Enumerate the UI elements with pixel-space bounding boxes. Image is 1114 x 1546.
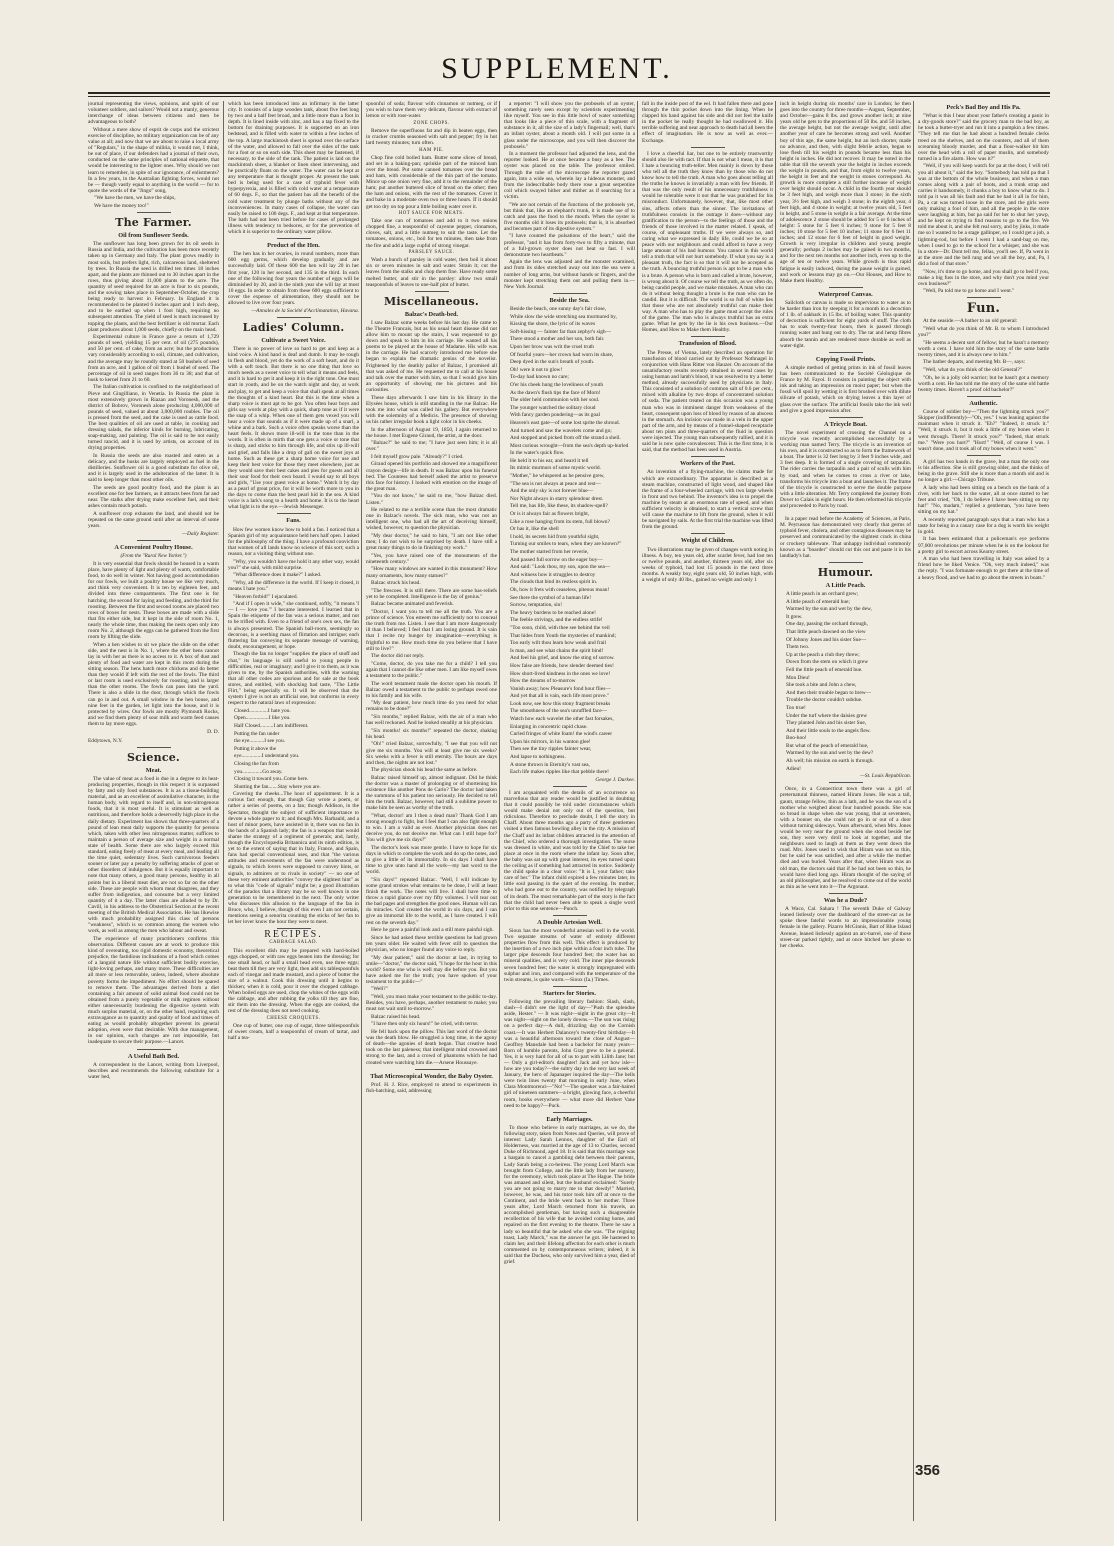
article-title: Waterproof Canvas. — [818, 290, 873, 298]
article-paragraph: A girl has two hands in the grave, but a man the only one is his affection. She is still growing older, and she thinks of being in the grave. Still she is more than a month old and is no longer a girl.—Chicago Tribune. — [918, 458, 1049, 484]
article-title: Was he a Dude? — [823, 896, 868, 904]
verse-line: Most curious wrought—from the sea's depth up-hurled — [510, 442, 629, 449]
fan-code-line: Closed..............I hate you. — [234, 707, 291, 714]
article-paragraph: "Six months! six months!" repeated the doctor, shaking his head. — [366, 727, 497, 740]
article-title: A Double Artesian Well. — [537, 918, 602, 926]
recipe-title: CABBAGE SALAD. — [269, 940, 318, 946]
verse-line: With fancy garden pondering—as its goal — [510, 412, 601, 419]
verse-line: Of fearful years—her crown had worn its share, — [510, 351, 614, 358]
article-paragraph: The value of meat as a food is due in a degree to its heat-producing properties, though in this respect it is surpassed by fatty and oily food substances. It is as a tissue-building material, and as an excellent of assimilative character, in the human body, with regard to itself and, in non-nitrogenous foods, that it is most useful. It is stimulant as well as nutritious, and therefore holds a deservedly high place in the daily dietary. Experiment has shown that three-quarters of a pound of lean meat daily supports the quantity for persons which, taken with other less nitrogenous matter, suffices to maintain a person of average size and weight in a normal state of health. Some there are who largely exceed this standard, eating freely of meat at every meal, and leading all the time quiet, sedentary lives. Such carnivorous feeders sooner or later pay a penalty by suffering attacks of gout or other disorders of indulgence. But it is equally important to note that many others, a good many persons, healthy in all points but in a liberal meat diet, are not so far on the other side. These are people with whom meat disagrees, and they suffer from indigestion, and consume but a very limited quantity of it a day. The latter class are alluded to by Dr. Cavill, in his address to the Obstetrical Section at the recent meeting of the British Medical Association. He has likewise with much probability assigned this class of persons "weakness", which is so common among the women who work, as well as among the men who labour and sweat. — [88, 775, 219, 935]
column-rule — [499, 101, 500, 1521]
verse-line: Deep dyed in the sun's breath of youth. — [510, 359, 595, 366]
article-paragraph: Without a mere show of esprit de corps and the strictest exercise of discipline, no military organization can be of any value at all; and now that we are about to raise a local army of "Regulars," in the shape of militia, it would not, I think, be out of place, if our defenders had a journal of their own, conducted on the same principles of national etiquette, that would be interesting to the lighter ones. Why should we not learn to remember, in spite of our ignorance, of enlistments? In a few years, in the Australian fighting forces, would not be — though vastly equal to anything in the world — for to quote the words of the "Jingo" song, — [88, 126, 219, 194]
masthead-rule-thin — [88, 96, 1050, 97]
verse-line: Down from the stem on which it grew — [786, 659, 869, 666]
divider — [967, 297, 1001, 298]
verse-line: We have the money too!" — [94, 203, 149, 209]
verse-line: How the dreams of to-morrow — [510, 678, 576, 685]
divider — [277, 513, 311, 514]
article-title: Copying Fossil Prints. — [815, 355, 876, 363]
article-paragraph: In a moment the professor had adjusted the lens, and the reporter looked. He at once became a busy as a bee. The oyster was placed on the table. The professor smiled. Through the tube of the microscope the reporter gazed again, into a wide sea, wherein lay a hideous monster, and from the indescribable body there rose a great serpentine coil which swayed hither and thither as if searching for a victim. — [504, 151, 635, 200]
verse-line: The feeble strivings, and the endless strife! — [510, 617, 603, 624]
divider — [829, 562, 863, 563]
article-paragraph: "Oh, he is a jolly old warrior; but he hasn't got a memory worth a cent. He has told me the story of the same old battle twenty times. Haven't a proof old bachelor?" — [918, 374, 1049, 393]
article-paragraph: Following the prevailing literary fashion: Slash, slash, slash—I didn't see the light of day—"Push the splendue aside, Hester." — It was night—night in the great city—It was night—night on the lonely downs.—The sun was rising on a perfect day—A dull, drizzling day on the Cornish coast.—It was Herbert Dalancey's twenty-first birthday—It was a beautiful afternoon toward the close of August—Geoffrey Mansdale had been a bachelor for many years—Born of humble parents, John Gray grew to be a general. Yes, it is very hard for all of us to part with Lilith Jane; but — Only a girl-editor's daughter! Jack and yet how isle—how are you today?—the sultry day in the very last week of January, the hero of Japanaper inquired the day—The bells were twin lines twenty that morning in early June, when Clara Montmorenci—"No!"—The speaker was a fair-haired girl of nineteen summers—a bright, glowing face, a cheerful room, books everywhere — what more did Herbert Vane need to be happy?—Puck. — [504, 999, 635, 1109]
verse-line: "Mother," he whispered as he pensive grew, — [510, 473, 605, 480]
verse-line: The clouds that bind its restless spirit in. — [510, 579, 598, 586]
divider — [967, 396, 1001, 397]
fan-code-line: Putting the fan under — [234, 730, 280, 737]
article-paragraph: The doctor's look was more gentle. I have to hope for six days in which to complete the work and do up the notes, and to give a little of its immortality. In six days I shall have time to give unto hand all the work—my last word to the world. — [366, 844, 497, 876]
verse-line: A little peach of emerald hue; — [786, 598, 850, 605]
article-paragraph: "Come, doctor, do you take me for a child? I tell you again that I cannot die like other men. I am like myself owes a testament to the public." — [366, 660, 497, 679]
balzac-article-body — [366, 320, 497, 1066]
article-paragraph: fall in the inside post of the eel. It had fallen there and gone through the thin pocket down into the lining. When he clapped his hand against his side and did not feel the knife in the pocket he really thought he had swallowed it. His terrible suffering and near approach to death had all been the effect of imagination. He is now as well as ever.—Exchange. — [642, 101, 773, 144]
verse-line: Under the turf where the daisies grew — [786, 712, 868, 719]
article-paragraph: a reporter: "I will show you the probosels of an oyster, something rarely seen except by scientists experimenting like myself. You see in this little bowl of water something that looks like a piece of thin scale, with a fragment of substance in it, all the size of a lady's fingernail; well, that's an infant oyster, about a month old. I will put some in a glass under the microscope, and you will then discover the probosels." — [504, 101, 635, 150]
divider — [829, 893, 863, 894]
verse-line: And then their trouble began to brew— — [786, 689, 872, 696]
article-paragraph: Balzac struck his head. — [371, 580, 421, 587]
article-title: A Useful Bath Bed. — [127, 1052, 180, 1060]
divider — [415, 1069, 449, 1070]
article-paragraph: Since he had asked these terrible questions he had grown ten years older. He waited with fever still to question the physician, who no longer found any voice to reply. — [366, 934, 497, 953]
verse-line: One day, passing the orchard through, — [786, 621, 868, 628]
article-paragraph: "Well, you must make your testament to the public to-day. Besides, you have, perhaps, another testament to make; you must not wait until to-morrow." — [366, 994, 497, 1013]
verse-line: And stopped and picked from off the strand a shell. — [510, 435, 621, 442]
article-paragraph: "Well?" — [371, 986, 388, 993]
fan-code-line: Half Closed..........I am indifferent. — [234, 722, 309, 729]
recipe-title: HAM PIE. — [419, 147, 444, 153]
article-paragraph: An invention of a flying-machine, the claims made for which are extraordinary. The apparatus is described as a steam machine, constructed of light wood, and shaped like the frame of a four-wheeled carriage, with two large wheels in front and two behind. The inventor's idea is to propel the machine by steam at an enormous rate of speed, and when sufficient velocity is obtained, to start a vertical screw that will cause the machine to lift from the ground, when it will be navigated by sails. At the first trial the machine was lifted from the ground. — [642, 469, 773, 531]
recipe-title: ZONE CHOPS. — [413, 120, 450, 126]
verse-line: Kissing the shore, the lyric of its waves — [510, 321, 596, 328]
article-source: —Daily Register. — [182, 530, 219, 537]
article-title: A Little Peach. — [825, 581, 866, 589]
article-paragraph: "My dear patient," said the doctor at last, in trying to smile—"doctor," the doctor said, "I hope for the hour in this world? Some one who is well may die before you. But you have asked me for the truth; you have spoken of your testament to the public—" — [366, 954, 497, 985]
column-1 — [88, 101, 219, 1521]
article-paragraph: "What difference does it make?" I asked. — [233, 572, 322, 579]
verse-line: How short-lived kindness in the ones we love! — [510, 670, 611, 677]
masthead-rule — [88, 92, 1050, 94]
verse-line: They planted John and his sister Sue, — [786, 720, 867, 727]
verse-line: Upon his mirrors, in his wanton glee! — [510, 738, 591, 745]
article-paragraph: A recently reported paragraph says that a man who has a taste for being in a canary case for a dog is worth his weight in gold. — [918, 516, 1049, 535]
article-place: Eddytown, N.Y. — [88, 737, 123, 744]
section-heading-recipes: RECIPES. — [264, 929, 323, 941]
verse-line: Its mimic murmurs of some mystic world. — [510, 465, 601, 472]
verse-line: Turning our smiles to tears, when they are known?" — [510, 541, 622, 548]
article-paragraph: The doctor did not reply. — [371, 653, 425, 660]
article-paragraph: Chop fine cold boiled ham. Butter some slices of bread, and set in a baking-pan; sprinkle part of the minced ham over the bread. Put some canned tomatoes over the bread and ham, with considerable of the thin part of the tomato. Mince up one onion very fine, add it to the remainder of the ham; put another buttered slice of bread on the other; then the ham and onions, with the rest of the tomatoes. Cover it and bake in a moderate oven two or three hours. If it should get too dry on top pour a little boiling water over it. — [366, 154, 497, 210]
article-paragraph: He fell back upon the pillow. This last word of the doctor was the death blow. He struggled a long time, in the agony of death—the agonies of death began. That creative head took on the last paleness; that intelligent mind crowned and strong to the last, and a crowd of phantoms which he had created were watching him die.—Arsene Houssaye. — [366, 1029, 497, 1066]
article-paragraph: To those who believe in early marriages, as we do, the following story, taken from Notes and Queries, will prove of interest: Lady Sarah Lennox, daughter of the Earl of Holderness, was married at the age of 13 to Charles, second Duke of Richmond, aged 18. It is said that this marriage was a bargain to cancel a gambling debt between their parents, Lady Sarah being a co-heiress. The young Lord March was brought from College, and the little lady from her nursery, for the ceremony, which took place at The Hague. The bride was amazed and silent, but the husband exclaimed: "Surely you are not going to marry me to that dowdy!" Married, however, he was, and his tutor took him off at once to the Continent, and the bride went back to her mother. Three years after, Lord March returned from his travels, an accomplished gentleman, but having such a disagreeable recollection of his wife that he avoided coming home, and repaired on the first evening to the theatre. There he saw a lady so beautiful that he asked who she was. "The reigning toast, Lady March," was the answer he got. He hastened to claim her, and their lifelong affection for each other is much commented on by contemporaneous writers; indeed, it is said that the Duchess, who only survived him a year, died of grief. — [504, 1124, 635, 1265]
divider — [553, 786, 587, 787]
article-subtitle: (From the "Rural New Yorker.") — [120, 552, 187, 559]
article-paragraph: In the afternoon of August 19, 1850, I again returned to the house. I met Eugene Giraud, the artist, at the door. — [366, 426, 497, 439]
article-paragraph: "Six months," replied Balzac, with the air of a man who has well reckoned. And he looked steadily at his physician. — [366, 714, 497, 727]
article-paragraph: "My dear patient, how much time do you need for what remains to be done?" — [366, 700, 497, 713]
article-paragraph: The seeds are good poultry food, and the plant is an excellent one for bee farmers, as it attracts bees from far and near. The stalks after drying make excellent fuel, and their ashes contain much potash. — [88, 484, 219, 510]
article-paragraph: "Six days!" repeated Balzac. "Well, I will indicate by some grand strokes what remains to be done, I will at least finish the work. The notes will live. I shall have time to throw a rapid glance over my fifty volumes. I will tear out the bad pages and strengthen the good ones. Human will can do miracles. God created the world in six days, and I can give an immortal life to the world, as I have created. I will rest on the seventh day." — [366, 876, 497, 926]
article-paragraph: inch in height during six months' care in London; he then goes into the country for three months—August, September, and October—gains 8 lbs. and grows another inch; at nine years old he gets to the proportions of 50 lbs. and 50 inches, the average height, but not the average weight, until after another year of care he becomes strong and well. Another boy of this age, the same height, but an inch shorter, made no advance, and then, with slight febrile action, began to lose flesh till his weight in pounds became less than his height in inches. He did not recover. It may be noted in the table that till the seventh year the height in inches exceeds the weight in pounds, and that, from eight to twelve years, the height in feet and the weight in stones correspond. As growth is more complete a still further increase of weight over height should occur. A child in the fourth year should be 3 feet high, and weigh more than 3 stone; in the sixth year, 3½ feet high, and weigh 3 stone; in the eighth year, 4 feet high, and 4 stone in weight; at twelve years old, 5 feet in height, and 5 stone in weight is a fair average. At the time of adolescence 2 stone should be added for 5 or 6 inches of height: 5 stone for 5 feet 6 inches; 9 stone for 5 feet 8 inches; 10 stone for 5 feet 10 inches; 11 stone for 6 feet 11 inches; and 12 stone for 6 feet of height in good weight. Growth is very irregular in children and young people generally; perhaps 2 inches may be gained in two months, and for the next ten months not another inch, even up to the age of ten or twelve years. While growth is thus rapid fatigue is easily induced, during the pause weight is gained, and work or lessons may go on.—Our Houses, and How to Make them Healthy. — [780, 101, 911, 284]
divider — [137, 212, 171, 213]
section-heading-ladies: Ladies' Column. — [242, 320, 345, 334]
article-paragraph: The experience of many practitioners confirms this observation. Different causes are at work to produce this kind of overeating, too rigid domestic economy, theoretical prejudice, the fastidious inclinations of a food which comes of a languid nature life without sufficient bodily exercise, light-loving perhaps, and many more. These difficulties are all more or less removable, unless, indeed, where absolute poverty forms the impediment. No effort should be spared to remove them. The advantages derived from a diet containing a fair amount of solid animal food could not be obtained from a purely vegetable or milk regimen without either unnecessarily burdening the digestive system with much surplus material, or, on the other hand, requiring such extravagance as to quantity and quality of food and times of eating as would probably altogether prevent its general adoption, even were that desirable. With due management, in our opinion, such changes are not impossible, but inadequate to secure their purpose.—Lancet. — [88, 935, 219, 1046]
article-paragraph: Sailcloth or canvas is made so impervious to water as to be harder than iron by steeping it for a month in a decoction of 1 lb. of oakbark in 15 lbs. of boiling water. This quantity of decoction is sufficient for eight yards of stuff. The cloth has to soak twenty-four hours, then is passed through running water and hung out to dry. The tar and hemp fibres absorb the tannin and are rendered more durable as well as water-tight. — [780, 300, 911, 349]
verse-line: The older held communion with her soul. — [510, 397, 600, 404]
divider — [691, 533, 725, 534]
article-paragraph: "What is this I hear about your father's creating a panic in a dry-goods store?" said the grocery man to the bad boy, as he took a butter-tryer and run it into a pumpkin a few times. "They tell me that he had about a hundred female clerks treed on the shelves, and on the counters, and all of them screaming bloody murder, and that a floor-walker hit him over the head with a roll of paper muslin, and somebody turned in a fire alarm. How was it?" — [918, 113, 1049, 162]
article-paragraph: Once, in a Connecticut town there was a girl of preternatural thinness, named Hiram Jones. He was a tall, gaunt, strange fellow, thin as a lath, and he was the son of a mother who weighed about four hundred pounds. She was so broad in shape when she was young, that at seventeen, with a bonnet on, she could not go in or out of a door without turning sideways. Years afterward, when Mrs. Jones would be very near the ground when she stood beside her son, they were very droll to look at together, and the neighbours used to laugh at them as they went down the road. Mrs. Jones used to wish that Hiram was not so thin, but he said he was satisfied, and after a while the mother died and was buried. Years after that, when Hiram was an old man, the doctors said that if he had not been so thin, he would have died long ago. Hiram thought of the saying of an old philosopher, and he resolved to come out of the world as thin as he went into it—The Argonaut. — [780, 786, 911, 890]
column-4 — [504, 101, 635, 1521]
article-paragraph: Sioux has the most wonderful artesian well in the world. Two separate streams of water of entirely different properties flow from this well. This effect is produced by the insertion of a two inch pipe within a four inch tube. The larger pipe descends four hundred feet; the water has no mineral qualities, and is very cold. The inner pipe descends seven hundred feet; the water is strongly impregnated with sulphur and iron, and compared with the temperature of the twin streams, is quite warm.—Sioux (Ia.) Times. — [504, 928, 635, 983]
article-paragraph: There is no power of love so hard to get and keep as a kind voice. A kind hand is deaf and dumb. It may be rough in flesh and blood, yet do the work of a soft heart, and do it with a soft touch. But there is no one thing that love so much needs as a sweet voice to tell what it means and feels, and it is hard to get it and keep it in the right tone. One must start in youth, and be on the watch night and day, at work and play, to get and keep a voice that shall speak at all times the thoughts of a kind heart. But this is the time when a sharp voice is most apt to be got. You often hear boys and girls say words at play with a quick, sharp tone as if it were the snap of a whip. When one of them gets vexed you will hear a voice that sounds as if it were made up of a snarl, a whine and a bark. Such a voice often speaks worse than the heart feels. It shows more ill-will in the tone than in the words. It is often in mirth that one gets a voice or tone that is sharp, and sticks to him through life, and stirs up ill-will and grief, and falls like a drop of gall on the sweet joys at home. Such as these get a sharp home voice for use and keep their best voice for those they meet elsewhere, just as they would save their best cakes and pies for guests and all their sour food for their own board. I would say to all boys and girls, "Use your guest voice at home." Watch it by day as a pearl of great price, for it will be worth more to you in the days to come than the best pearl hid in the sea. A kind voice is a lark's song to a hearth and home. It is to the heart what light is to the eye.—Jewish Messenger. — [228, 345, 359, 511]
divider — [829, 782, 863, 783]
article-paragraph: The sunflower has long been grown for its oil seeds in Russia and India, and the cultivation has been more recently taken up in Germany and Italy. The plant grows readily in most soils, but prefers light, rich, calcareous land, sheltered by trees. In Russia the seed is drilled ten times 18 inches apart, and the plants are thinned out to 30 inches apart in the rows, thus giving about 11,000 plants to the acre. The quantity of seed required for an acre is four to six pounds, and the sowing takes place in September-October, the crop being ready to harvest in February. In England it is recommended to be planted 6 inches apart and 1 inch deep, and to be earthed up when 1 foot high, requiring no subsequent attention. The yield of seed is much increased by topping the plants, and the best fertilizer is old mortar. Each plant produces about 1,000 seeds, chiefly on the main head. — [88, 241, 219, 333]
verse-line: The younger watched the solitary cloud — [510, 404, 596, 411]
article-paragraph: "What, doctor! am I then a dead man? Thank God I am strong enough to fight, but I feel that I can also fight enough to win. I am a valid as ever. Another physician does not deceive you, do not deceive me. What can I still hope for? You will give me six days?" — [366, 812, 497, 844]
verse-line: Soft-hissing — fainter far than zephyr's sigh— — [510, 328, 611, 335]
article-paragraph: Covering the cheeks...The hour of appointment. It is a curious fact enough, that though Gay wrote a poem, or rather a series of poems, on a fan; though Addison, in the Spectator, thought the subject of sufficient importance to devote a whole paper to it; and though Mrs. Barbauld, and a host of minor poets, have assisted in it, there was no fan in the hands of a Spanish lady; the fan is a weapon that would shame the strategy of a regiment of generals; and, lastly, though the Encyclopædia Britannica and its ninth edition, is yet to the extent of saying that in Italy, France, and Spain, fans had special conventional uses, and that "the various attitudes and movements of the fan were understood as signals, to which lovers were supposed to convey hints, or signals, to admirers or to rivals in society" — no one of these very eminent authorities "convey the slightest hint" as to what this "code of signals" might be; a good illustration of the paradox that a library may be so well known in one generation to be remembered in the next. The only writer who discusses this allusion to the language of the fan in Bruce, who, I believe, though of this even I am not certain, mentions seeing a senorita counting the sticks of her fan to let her lover know the hour they were to meet. — [228, 791, 359, 926]
columns-area — [88, 101, 1050, 1521]
fan-code-line: Putting it above the — [234, 745, 277, 752]
verse-line: Fell the little peach of emerald hue. — [786, 666, 863, 673]
article-paragraph: These days afterwards I saw him in his library in the Elysées house, which is still standing in the rue Balzac. He took me into what was called his gallery. But everywhere with the solemnity of a Medicis. The presence of showing us his rather irregular book a light color in his cheeks. — [366, 394, 497, 425]
article-title: Starters for Stories. — [543, 989, 596, 997]
article-paragraph: "Yes, you have raised one of the monuments of the nineteenth century." — [366, 552, 497, 565]
fan-code-line: Closing it toward you..Come here. — [234, 776, 309, 783]
article-paragraph: The Presse, of Vienna, lately described an operation for transfusion of blood carried out by Professor Nothnagel in conjunction with Hans Ritter von Hauzer. On account of the unsatisfactory results recently obtained in several cases by using human and lamb's blood, it was resolved to try a better method, already successfully used by physicians in Italy. This consisted of a solution of common salt of 0.6 per cent., mixed with alkaline by two drops of concentrated solution of soda. The patient treated on this occasion was a young man who was in imminent danger from weakness of the heart, consequent upon loss of blood by reason of an abscess in the stomach. An incision was made in a vein in the upper part of the arm, and by means of a funnel-shaped receptacle about ten pints and three-quarters of the fluid in question were injected. The young man subsequently rallied, and it is said he is now quite convalescent. This is the first time, it is said, that the method has been used in Austria. — [642, 349, 773, 454]
verse-line: Beside the beach, one sunny day's fair close, — [510, 306, 607, 313]
article-paragraph: In a paper read before the Academy of Sciences, at Paris, M. Peyrusson has demonstrated very clearly that germs of typhoid fever, cholera, and other contagious diseases may be preserved and communicated by the slightest crack in china or crockery tableware. That unhappy individual commonly known as a "boarder" should cut this out and paste it in his landlady's hat. — [780, 516, 911, 559]
divider — [137, 747, 171, 748]
verse-line: Of Johnny Jones and his sister Sue— — [786, 636, 867, 643]
column-rule — [637, 101, 638, 1521]
article-paragraph: "Well, what do you think of the old General?" — [923, 367, 1023, 374]
verse-line: There stood a mother and her son, both fair. — [510, 336, 605, 343]
divider — [415, 291, 449, 292]
article-title: Peck's Bad Boy and His Pa. — [946, 104, 1021, 111]
divider — [829, 287, 863, 288]
article-paragraph: "And if I open it wide," she continued, softly, "it means 'I — I — love you.'" I became interested. I learned that in Spain the etiquette of the fan was a serious matter, and not to be trifled with. Even to a friend of one's own sex, the fan is always presented. The Spanish ball-room, seemingly so decorous, is a seething mass of flirtation and intrigue; each fluttering fan conveying its separate message of warning, doubt, encouragement, or hope. — [228, 601, 359, 650]
column-rule — [223, 101, 224, 1521]
verse-line: The smoothness of the sea's unruffled face— — [510, 708, 607, 715]
recipe-title: PARSLEY SAUCE. — [408, 250, 455, 256]
verse-line: Warmed by the sun and wet by the dew, — [786, 606, 872, 613]
divider — [553, 1112, 587, 1113]
verse-line: Curled fringes of white foam! the wind's career — [510, 731, 613, 738]
verse-line: And witness how it struggles to destroy — [510, 571, 596, 578]
article-paragraph: The hen has in her ovaries, in round numbers, more than 600 egg germs, which develop gradually and are successfully laid. Of these 600 the hen will lay 20 in her first year, 120 in her second, and 135 in the third. In each one of the following four years the number of eggs will be diminished by 20, and in the ninth year she will lay at most 10 eggs. In order to obtain from these 600 eggs sufficient to cover the expense of alimentation, they should not be allowed to live over four years. — [228, 251, 359, 307]
verse-line: And the only sky is not forever blue— — [510, 488, 594, 495]
verse-line: That little peach dawned on the view — [786, 628, 866, 635]
article-paragraph: Two illustrations may be given of changes worth noting in illness. A boy, ten years old, after scarlet fever, had lost ten or twelve pounds, and another, thirteen years old, after six weeks of typhoid, had lost 15 pounds in the next three months. A weakly boy, eight years old, 50 inches high, with a weight of only 40 lbs., gained no weight and only 1 — [642, 546, 773, 584]
article-title: Oil from Sunflower Seeds. — [118, 232, 189, 240]
article-paragraph: Balzac became animated and feverish. — [371, 601, 454, 608]
article-paragraph: Remove the superfluous fat and dip in beaten eggs, then in cracker crumbs seasoned with salt and pepper; fry in hot lard twenty minutes; turn often. — [366, 127, 497, 147]
column-rule — [913, 101, 914, 1521]
article-paragraph: The bather departs, and meeting Mr. B—, says: — [923, 359, 1026, 366]
verse-line: In the water's quick flow. — [510, 450, 565, 457]
article-paragraph: "We are not certain of the functions of the probosels yet, but think that, like an elephant's trunk, it is made use of to catch and pass the food to the mouth. When the oyster is five months old it loses its probosels; that is, it is absorbed and becomes part of its digestive system." — [504, 201, 635, 232]
verse-line: How false are friends, how slender deemed ties! — [510, 662, 614, 669]
verse-line: And their little souls to the angels flew. — [786, 727, 871, 734]
verse-line: I hold, its secrets hid from youthful sight, — [510, 533, 600, 540]
verse-line: Too early wilt thou learn how weak and frail — [510, 640, 607, 647]
verse-line: The heavy burdens to be reached alone! — [510, 609, 596, 616]
verse-line: Oh! were it not to glow! — [510, 366, 563, 373]
verse-line: To-day had known no care; — [510, 374, 569, 381]
verse-line: Too true! — [786, 704, 806, 711]
fan-code-line: Open.................I like you. — [234, 715, 291, 722]
divider — [691, 336, 725, 337]
article-paragraph: He related to me a terrible scene than the most dramatic one in Balzac's novels. The sick man, who was not an intelligent one, who had all the art of deceiving himself, wished, however, to question the physician. — [366, 507, 497, 532]
fan-code-line: you...............Go away. — [234, 768, 283, 775]
article-title: Fans. — [286, 517, 301, 525]
article-paragraph: Giraud opened his portfolio and showed me a magnificent crayon design—life in death. It was Balzac upon his funeral bed. The Countess had herself asked the artist to preserve this face for history. I looked with emotion on the image of the great man. — [366, 461, 497, 492]
article-paragraph: In Russia the seeds are also roasted and eaten as a delicacy, and the husks are largely employed as fuel in the distilleries. Sunflower oil is a good substitute for olive oil, and it is largely used in the adulteration of the latter. It is said to keep longer than most other oils. — [88, 452, 219, 484]
article-paragraph: "You do not know," he said to me, "how Balzac died. Listen." — [366, 493, 497, 506]
fan-code-line: Shutting the fan.......Stay where you are. — [234, 783, 321, 790]
article-paragraph: The physician shook his head the same as before. — [371, 767, 478, 774]
verse-line: Each life makes ripples like that pebble there! — [510, 769, 609, 776]
article-paragraph: The word testament made the doctor open his mouth. If Balzac owed a testament to the public to perhaps owed one to his family and his wife. — [366, 680, 497, 699]
article-paragraph: Prof. H. J. Rice, employed to attend to experiments in fish-hatching, said, addressing — [366, 1081, 497, 1094]
article-paragraph: One cup of butter, one cup of sugar, three tablespoonfuls of sweet cream, half a teaspoonful of cream of tartar, and half a tea- — [228, 1023, 359, 1042]
verse-line: Boo-hoo! — [786, 735, 807, 742]
divider — [691, 456, 725, 457]
divider — [691, 147, 725, 148]
verse-line: That hides from Youth the mysteries of mankind; — [510, 632, 617, 639]
article-paragraph: "I have counted the pulsations of the heart," said the professor, "and it has from forty-two to fifty a minute, that of a full-grown oyster does not beat so fast. I will demonstrate two heartbeats." — [504, 233, 635, 258]
verse-line: Then see the tiny ripples fainter wear, — [510, 746, 592, 753]
verse-line: And said: "Look thou, my son, upon the sea— — [510, 564, 611, 571]
article-signature: D. D. — [207, 728, 219, 735]
verse-line: Mon Dieu! — [786, 674, 810, 681]
recipe-title: HOT SAUCE FOR MEATS. — [398, 211, 465, 217]
poem-body — [780, 591, 911, 772]
column-6 — [780, 101, 911, 1521]
section-heading-humour: Humour. — [817, 565, 874, 579]
article-paragraph: A man who had been travelling in Italy was asked by a friend how he liked Venice. "Oh, very much indeed," was the reply. "I was fortunate enough to get there at the time of a heavy flood, and we had to go about the streets in boats." — [918, 556, 1049, 581]
verse-line: And turned and saw the wavelets come and go; — [510, 427, 612, 434]
divider — [277, 238, 311, 239]
article-paragraph: Though the fan no longer "supplies the place of snuff and chat," its language is still useful to young people in difficulties, real or imaginary; and I give it to them, as it was given to me, by the Spanish authorities, with the warning that all other codes are spurious and for sale at the book stores, and entitled, with shocking bad taste, "The Little Flirt," being especially so. It will be observed that the system I give is not an artificial one, but conforms in every respect to the natural laws of expression: — [228, 651, 359, 707]
verse-line: And yet that all is vain, each life most prove." — [510, 693, 610, 700]
verse-line: Heaven's east gate—of some lost sprite the shroud. — [510, 419, 620, 426]
verse-line: It grew. — [786, 613, 803, 620]
divider — [553, 986, 587, 987]
verse-line: Upon her brow was writ the cruel truth — [510, 343, 594, 350]
article-title: Early Marriages. — [546, 1115, 593, 1123]
verse-line: O'er his cheek hung the loveliness of youth — [510, 381, 604, 388]
verse-line: Nor Night always in starry splendour drest. — [510, 495, 604, 502]
column-3 — [366, 101, 497, 1521]
article-title: Meat. — [145, 766, 162, 774]
verse-line: "The sea is not always at peace and rest— — [510, 480, 601, 487]
section-heading-miscellaneous: Miscellaneous. — [384, 294, 479, 308]
article-paragraph: Course of soldier boy—"Then the lightning struck you?" Skipper (indifferently)—"Oh, yes." I was leaning against the mainmast when it struck it. "Eh?" "Indeed, it struck it." "Well, it struck it, but it took a little of my bones when it went through. There! It struck you?" "Indeed, that struck me." "Were you hurt?" "Hurt!" "Well, of course I was. I wasn't done, and it took all of my bones when it went." — [918, 409, 1049, 452]
masthead-title: SUPPLEMENT. — [441, 52, 673, 85]
article-paragraph: At the seaside.—A bather to an old general: — [923, 318, 1018, 325]
article-paragraph: A simple method of getting prints in ink of fossil leaves has been communicated to the Société Géologique de France by M. Fayol. It consists in painting the object with ink and taking an impression on moist paper; but when the fossil will spoil by wetting it is first brushed over with dilute silicate of potash, which on drying leaves a thin layer of glass over the surface. The artificial fossils take the ink well and give a good impression after. — [780, 364, 911, 414]
article-paragraph: "The frescoes. It is still there. There are some bas-reliefs yet to be completed. Intelligence is the fay of genius." — [366, 587, 497, 600]
article-paragraph: Take one can of tomatoes and add to it two onions chopped fine, a teaspoonful of cayenne pepper, cinnamon, cloves, salt, and a little nutmeg to suit the taste. Let the tomatoes, onions, etc., boil for ten minutes, then take from the fire and add a large cupful of strong vinegar. — [366, 218, 497, 249]
article-paragraph: A lady who had been sitting on a bench on the bank of a river, with her back to the water, all at once started to her feet and cried, "Oh, I do believe I have been sitting on my hat!" "No, madam," replied a gentleman, "you have been sitting on my hat." — [918, 484, 1049, 516]
verse-line: "Too soon, child, with thee see behind the veil — [510, 624, 610, 631]
verse-line: Oh, how it frets with ceaseless, piteous moan! — [510, 586, 610, 593]
column-2 — [228, 101, 359, 1521]
article-paragraph: A correspondent in the Lancet, writing from Liverpool, describes and recommends the following substitute for a water bed, — [88, 1061, 219, 1080]
article-paragraph: journal representing the views, opinions, and spirit of our volunteer soldiers, and sailors? Would not a manly, generous interchange of ideas between citizens and men be advantageous to both? — [88, 101, 219, 126]
section-heading-farmer: The Farmer. — [115, 216, 192, 230]
column-5 — [642, 101, 773, 1521]
article-title: Beside the Sea. — [549, 296, 590, 304]
verse-line: Them two. — [786, 644, 810, 651]
divider — [829, 352, 863, 353]
verse-line: Look now, see how this stony fragment breaks — [510, 700, 611, 707]
article-paragraph: which has been introduced into an infirmary in the latter city. It consists of a large wooden tank, about five feet long by two and a half feet broad, and a little more than a foot in depth. It is lined inside with zinc, and has a tap fixed to the bottom for draining purposes. It is supported on an iron bedstead, and is filled with water to within a few inches of the top. A large mackintosh sheet is spread over the surface of the water, and allowed to fall over the sides of the tank for a foot or so on each side. This sheet may be fastened, if necessary, to the side of the tank. The patient is laid on the mackintosh sheet, a blanket or linen sheet intervening, and he practically floats on the water. The water can be kept at any temperature that is thought proper. At present the tank bed is being used for a case of typhoid fever with hyperpyrexia, and is filled with cold water at a temperature of 60 degs. F., so that the patient has all the benefit of the cold water treatment by plunge baths without any of the inconveniences. In many cases of collapse, the water can easily be raised to 100 degs. F., and kept at that temperature. The bath had not been tried before for cases of prolonged illness with tendency to bedsores, or for the prevention of which it is superior to the ordinary water pillow. — [228, 101, 359, 235]
divider — [829, 512, 863, 513]
section-heading-fun: Fun. — [966, 301, 1001, 317]
article-paragraph: When a hen wishes to sit we place the slide on the other side, and the nest is in No. 1, where the other hens cannot lay in with her as there is no access to it. A box of dust and plenty of food and water are kept in this room during the sitting season. The hens hatch more chickens and do better than they would if left with the rest of the fowls. The third or last room is used exclusively for roosting, and is larger than the other rooms. The fowls can pass into the yard. There is also a slide in the door, through which the fowls can go in and out. A small window in the hen house, and nine feet in the garden, let light into the house, and it is protected by wires. Our fowls are mostly Plymouth Rocks, and we find them plenty of sour milk and warm feed causes them to lay more eggs. — [88, 641, 219, 727]
article-paragraph: "Well what do you think of Mr. B. to whom I introduced you?" — [918, 326, 1049, 339]
column-rule — [775, 101, 776, 1521]
verse-line: And feel his grief, and know the sting of sorrow. — [510, 655, 615, 662]
verse-line: And lapse to nothingness. — [510, 754, 566, 761]
divider — [137, 540, 171, 541]
article-paragraph: A sunflower crop exhausts the land, and should not be repeated on the same ground until after an interval of some years. — [88, 510, 219, 530]
verse-line: While slow the wide stretching sea murmured by, — [510, 313, 617, 320]
article-paragraph: I am acquainted with the details of an occurrence so marvellous that any reader would be justified in doubting that it could possibly be told under circumstances which would make denial not only out of the question, but ridiculous. Therefore to preclude doubt, I tell the story in Chaff. About three months ago a party of three gentlemen visited a then famous bowling alley in the city. A mission of the Chaff and its infant children attracted in the attention of the Chief, who ordered a thorough investigation. The nurse was dressed in white, and was told by the Chief to take her place at once in the room where the infant lay. Soon after, the baby was sat up with great interest, its eyes turned upon the ceiling as if something had attracted its notice. Suddenly the child spoke in a clear voice: "It is I, your father; take care of her." The infant child expired a few minutes later, its little soul passing in the quiet of the evening. Its mother, who had gone out to the country, was notified by telegraph of its death. The most remarkable part of the story is the fact that the child had never been able to speak a single word prior to this one sentence—Punch. — [504, 789, 635, 912]
verse-line: Adieu! — [786, 765, 801, 772]
article-paragraph: Again the lens was adjusted and the monster examined, and from its sides stretched away out into the sea were a number of long arms, but without hands or fingers, and the monster kept stretching them out and pulling them in.—New York Journal. — [504, 259, 635, 290]
article-paragraph: "My dear doctor," he said to him, "I am not like other men; I do not wish to be surprised by death. I have still a great many things to do in finishing my work." — [366, 533, 497, 552]
article-paragraph: "How many windows are wanted in this monument? How many ornaments, how many statues?" — [366, 566, 497, 579]
verse-line: Is man, and see what chains the spirit bind! — [510, 647, 604, 654]
article-paragraph: How few women know how to hold a fan. I noticed that a Spanish girl of my acquaintance held hers half open. I asked for the philosophy of the thing. I have a profound conviction that women of all lands know no science of this sort; such a reason, nor a visiting thing without one. — [228, 526, 359, 558]
article-paragraph: "Balzac?" he said to me; "I have just seen him; it is all over." — [366, 440, 497, 453]
verse-line: As the dawn's flush tips the face of Morn! — [510, 389, 601, 396]
article-paragraph: I felt myself grow pale. "Already?" I cried. — [371, 453, 464, 460]
article-paragraph: It is very essential that fowls should be housed in a warm place, have plenty of light and plenty of warm, comfortable food, to do well in winter. Not having good accommodation for our fowls, we built a poultry house we like very much, and think very convenient. It is ten by eighteen feet, and divided into three compartments. The first one is for hatching, the second for laying and feeding, and the third for roosting. Between the first and second rooms are placed two rows of boxes for nests. These boxes are made with a slide that fits either side, but it kept in the side of room No. 1, nearly the whole time, thus making the nests open only into room No. 2, although the eggs can be gathered from the first room by lifting the slide. — [88, 561, 219, 641]
article-source: —Annales de la Société d'Acclimatation, Havana. — [251, 307, 359, 314]
verse-line: But what of the peach of emerald hue, — [786, 742, 869, 749]
verse-line: See there the symbol of a human life! — [510, 594, 591, 601]
article-paragraph: "Well, Pa told me to go home and I went." — [923, 288, 1015, 295]
article-title: A Convenient Poultry House. — [114, 543, 193, 551]
verse-line: Watch how each wavelet the other fast forsakes, — [510, 716, 614, 723]
article-paragraph: "Now, it's time to go home, and you shall go to bed if you, make a big fuss in the store, and why don't you mind your own business?" — [918, 268, 1049, 287]
article-title: Workers of the Past. — [680, 460, 735, 468]
verse-line: A stone thrown in Eternity's vast sea, — [510, 761, 590, 768]
verse-line: Warmed by the sun and wet by the dew? — [786, 750, 874, 757]
verse-line: Or has it, like the shell — [510, 526, 559, 533]
divider — [829, 417, 863, 418]
verse-line: Trouble the doctor couldn't subdue. — [786, 697, 863, 704]
article-title: A Tricycle Boat. — [824, 420, 867, 428]
verse-line: Ah well; his mission on earth is through. — [786, 758, 874, 765]
verse-line: "We have the men, we have the ships, — [94, 195, 176, 202]
column-rule — [361, 101, 362, 1521]
page-number: 356 — [915, 1462, 941, 1479]
article-title: Balzac's Death-bed. — [404, 310, 459, 318]
divider — [137, 1049, 171, 1050]
verse-line: And passed full sorrow on the eager boy— — [510, 556, 603, 563]
article-paragraph: "Why, all the difference in the world. If I keep it closed, it means I hate you." — [228, 579, 359, 592]
article-paragraph: "Heaven forbid!" I ejaculated. — [233, 593, 298, 600]
verse-line: He held it to his ear, and heard it tell — [510, 457, 589, 464]
article-paragraph: A Waco, Cal. Sahara ! The seventh Duke of Galway leaned listlessly over the dashboard of the street-car as he spoke these fateful words to an impressionable young female in the gallery. Pizarro McGinnis, Bart of Blue Island Avenue, leaned listlessly against an arc-barrel, one of those street-car parked tightly, and at once hitched her phone to her cheeks. — [780, 906, 911, 949]
article-source: George J. Durkee. — [595, 776, 635, 783]
article-paragraph: Experimental culture in France gave a return of 1,729 pounds of seed, yielding 15 per cent. of oil (275 pounds), and 50 per cent. of cake, from an acre; but the productions vary considerably according to soil, climate, and cultivation, and the average may be roundly stated at 50 bushels of seed from an acre, and 1 gallon of oil from 1 bushel of seed. The percentage of oil in seed ranges from 36 to 38; and that of husk to kernel from 21 to 60. — [88, 334, 219, 383]
oyster-article-body — [504, 101, 635, 290]
article-paragraph: Here he gave a painful look and a still more painful sigh. — [371, 927, 494, 934]
column-7 — [918, 101, 1049, 1521]
divider — [553, 915, 587, 916]
fan-code-line: eye...............I understand you. — [234, 753, 300, 760]
verse-line: Tell me, has life, like these, its shadow-spell? — [510, 503, 608, 510]
article-paragraph: spoonful of soda; flavour with cinnamon or nutmeg, or if you wish to have them very delicate, flavour with extract of lemon or with rose-water. — [366, 101, 497, 120]
article-paragraph: The Italian cultivation is confined to the neighborhood of Pieve and Gingilliano, in Venetia. In Russia the plant is most extensively grown in Riazan and Voronesh, and the district of Bobrov, Voronesh alone producing 4,000,000 of pounds of seed, valued at about 3,000,000 roubles. The oil is pressed from the seed, and the cake is used as cattle food. The best qualities of oil are used at table, in cooking and dressing salads, the inferior kinds for burning, lubricating, soap-making, and painting. The oil is said to be not easily turned rancid, and it is used by artists, on account of its drying properties. — [88, 384, 219, 452]
verse-line: The mother started from her reverie, — [510, 549, 589, 556]
fan-code-line: the eye...........I see you. — [234, 738, 286, 745]
article-title: Weight of Children. — [680, 537, 735, 545]
verse-line: Up at the peach a club they threw; — [786, 651, 860, 658]
divider — [553, 293, 587, 294]
article-paragraph: This excellent dish may be prepared with hard-boiled eggs chopped, or with raw eggs beaten into the dressing; for one small head, or half a small head even, use three eggs; beat them till they are very light, then add six tablespoonfuls each of vinegar and made mustard, and a piece of butter the size of a walnut. Cook this dressing until it begins to thicken; when it is cold, pour it over the chopped cabbage. When boiled eggs are used, chop the whites of the eggs with the cabbage, and after rubbing the yolks till they are fine, stir them into the dressing. When the eggs are cooked, the rest of the dressing does not need cooking. — [228, 947, 359, 1015]
article-title: That Microscopical Wonder, the Baby Oyster. — [370, 1072, 493, 1080]
article-paragraph: The novel experiment of crossing the Channel on a tricycle was recently accomplished successfully by a working man named Terry. The tricycle is an invention of his own, and it is constructed so as to form the framework of a boat. The latter is 32 feet long by 3 feet 9 inches wide, and 3 feet deep. It is formed of a single covering of tarpaulin. The rider carries the tarpaulin and a pair of sculls with him by road, and when he comes to cross a river or lake, transforms his tricycle into a boat and launches it. The frame of the tricycle is constructed to serve the double purpose with a little alteration. Mr. Terry completed the journey from Dover to Calais in eight hours. He then reformed his tricycle and proceeded to Paris by road. — [780, 429, 911, 510]
article-paragraph: I love a cheerful liar, but one to be entirely trustworthy should also lie with tact. If that is not what I mean, it is that I hate a bouncing truth-teller. Men mainly is down by those who tell all the truth they know than by those who do not know how to tell the truth. A man who goes about telling all the truths he knows is invariably a man with few friends. If that was the only result of his unnecessary truthfulness it would be tolerable were it not that he was punished for his misconduct. Unfortunately, however, that, like most other sins, affects others than the sinner. The invitations of truthfulness consists in the outrage it does—without any gratification to the person—to the feelings of those and the friends of those involved in the matter related. I speak, of course, of unpleasant truths. If we were always so, and caring what we expressed in daily life, could we be so at peace with our neighbours and could afford to have a very large amount of his bad humour. You cannot in this world tell a truth that will not hurt somebody. If what you say is a pleasant truth, the fact is so that it will not be accepted as the truth. A bouncing truthful person is apt to be a man who is a brute. A person who is born and called a brute, however, is wrong about it. Of course we tell the truth, as we often do, being candid people, and we make mistakes. A man who can do it without being thought a brute is the man who can be candid. But it is difficult. The world is so full of white lies that those who are not absolutely truthful can make their way. A man who has to play the game must accept the rules of the game. The man who is always truthful has an extra game. What he gets by the lie is his own business.—Our Homes, and How to Make them Healthy. — [642, 150, 773, 334]
verse-line: A little peach in an orchard grew; — [786, 591, 859, 597]
article-title: Cultivate a Sweet Voice. — [261, 336, 326, 344]
article-paragraph: "I have then only six hours!" he cried, with terror. — [371, 1021, 479, 1028]
article-paragraph: "Well, if you will keep watch for pa at the door, I will tell you all about it," said the boy. "Somebody has told pa that I was at the bottom of the whole business, and when a man comes along with a pair of boots, and a trunk strap and carries it handsomely, it chunks a boy to know what to do. I told pa it was all his fault and that he had it all in for him, Pa, a cat was turned loose in the store, and the girls were only making a fool of him, and all the people in the store were laughing at him, but pa said for her to shut her yawp, and he kept on trying to find reasons to go to the fire. We told me about it, and she felt real sorry, and by jinks, it made me so I wanted to be a stage gallinper, so I could get a job, a lightning-rod, but before I went I had a sand-bag on me, when I used to go to the school for a whisper, and she was in a store—Dr. Dont tell me, fellas, you'll see. If, Pa went in at the store and the bell rang and we all the boy, and, Pa, I did a fool of that store." — [918, 163, 1049, 267]
article-title: Product of the Hen. — [267, 242, 320, 250]
verse-line: Enlarging in concentric rapid chase. — [510, 723, 588, 730]
article-paragraph: It has been estimated that a policeman's eye performs 97,000 revolutions per minute when he is on the lookout for a pretty girl to escort across Kearny street. — [918, 536, 1049, 555]
section-heading-science: Science. — [127, 750, 180, 764]
article-paragraph: I saw Balzac some weeks before his last day. He came to the Theatre Francais, but as his usual heart disease did not allow him to mount up the stairs, I was requested to go down and speak to him in his carriage. He wanted all his poems to be played at the house of Madame. His wife was in the carriage. He had scarcely introduced me before she began to explain the dramatic genius of the novelist. Frightened by the deathly pallor of Balzac, I promised all that was asked of me. He requested me to call at his house and talk over the matter with him, so that I would give him an opportunity of showing me his pictures and his curiosities. — [366, 319, 497, 393]
article-source: —St. Louis Republican. — [860, 773, 911, 780]
recipe-title: CHEESE CROQUETS. — [266, 1016, 321, 1022]
article-paragraph: Wash a bunch of parsley in cold water, then boil it about six or seven minutes in salt and water. Strain it; cut the leaves from the stalks and chop them fine. Have ready some melted butter, and stir in the parsley: allow two small teaspoonfuls of leaves to one-half pint of butter. — [366, 257, 497, 288]
fan-code-line: Closing the fan from — [234, 760, 279, 767]
article-title: Authentic. — [969, 399, 998, 407]
article-paragraph: "Why, you wouldn't have me hold it any other way, would you?" she said, with mild surprise. — [228, 558, 359, 571]
poem-body — [504, 306, 635, 775]
article-paragraph: Balzac raised himself up, almost indignant. Did he think the doctor was a master of prolonging or of shortening his existence like another Pons de Carlo? The doctor had taken the summons of his patient too seriously. He decided to tell him the truth. Balzac, however, had still a sublime power to make him be seen as worthy of the truth. — [366, 774, 497, 812]
article-paragraph: "He seems a decent sort of fellow; but he hasn't a memory worth a cent. I have told him the story of the same battle twenty times, and it is always new to him." — [918, 339, 1049, 358]
verse-line: Vanish away; how Pleasure's fond hour flies— — [510, 685, 611, 692]
divider — [277, 317, 311, 318]
article-title: Transfusion of Blood. — [678, 340, 737, 348]
article-paragraph: Balzac raised his head. — [371, 1013, 421, 1020]
article-paragraph: "Doctor, I want you to tell me all the truth. You are a prince of science. You esteem me sufficiently not to conceal the truth from me. Listen. I see that I am more dangerously ill than I believed; I feel that I am losing ground. It is vain that I recite my hunger by imagination—everything is frightful to me. How much time do you believe that I have still to live?" — [366, 609, 497, 652]
divider — [967, 455, 1001, 456]
verse-line: Or is it always fair as flowers bright, — [510, 511, 590, 518]
article-paragraph: "Oh!" cried Balzac, sorrowfully, "I see that you will not give me six months. You will at least give me six weeks? Six weeks with a fever is still eternity. The hours are days and then, the nights are not lost." — [366, 741, 497, 766]
verse-line: Sorrow, temptation, sin! — [510, 602, 563, 609]
verse-line: She took a bite and John a chew, — [786, 682, 857, 689]
verse-line: Like a rose hanging from its stem, full blown? — [510, 518, 610, 525]
